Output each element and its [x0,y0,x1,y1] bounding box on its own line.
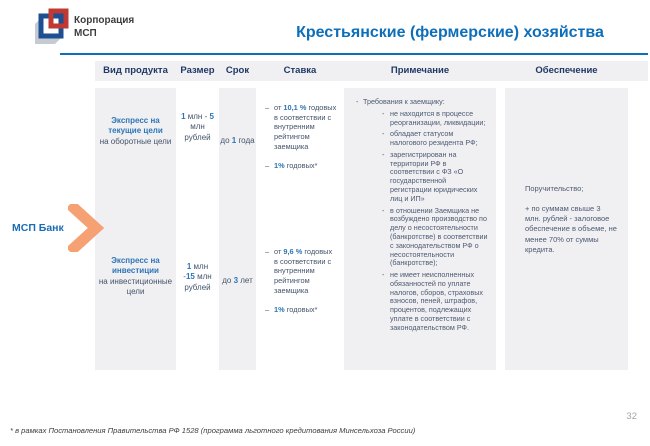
size-num: 1 [186,262,192,271]
rate-text [274,247,338,295]
page-title: Крестьянские (фермерские) хозяйства [296,24,604,41]
note-item-text: не находится в процессе реорганизации, ликвидации; [390,108,486,127]
hyphen-marker: - [382,149,385,159]
rates-row2 [259,247,341,315]
rate-item [265,103,338,151]
rate-value: 1% [274,161,285,171]
note-column [344,88,496,370]
size-text: млн рублей [184,122,211,142]
note-item-text: не имеет неисполненных обязанностей по уплате налогов, сборов, страховых взносов, пеней, штрафов, процентов, подлежащих уплате в соответствии с законодательством РФ. [390,270,483,332]
hyphen-marker: - [382,129,385,139]
msp-logo-icon [33,8,69,46]
rate-text [274,103,338,151]
term-text: года [236,136,255,145]
rate-value: 1% [274,305,285,315]
size-column [179,88,216,370]
term-num: 3 [233,276,239,285]
col-header-term: Срок [225,65,250,76]
product-row1 [95,116,176,147]
note-item [382,207,488,268]
page-number: 32 [626,411,637,422]
msp-bank-label: МСП Банк [12,222,64,234]
note-item [382,151,488,204]
note-title: Требования к заемщику: [363,97,445,106]
note-item [382,271,488,332]
dash-marker: – [265,103,270,112]
product-desc: на оборотные цели [99,136,172,146]
term-text: до [220,136,232,145]
logo-text [74,14,134,40]
note-item-text: в отношении Заемщика не возбуждено производство по делу о несостоятельности (банкротстве) в соответствии с законодательством РФ о несостоятельности (банкротстве); [390,205,488,268]
rate-value: 10,1 % [283,103,307,112]
note-item [382,110,488,128]
product-row2 [95,256,176,298]
product-name: Экспресс на инвестиции [111,256,160,276]
rate-text [274,161,338,171]
collateral-content [505,88,628,255]
size-num: 1 [181,112,186,121]
rate-post: годовых в соответствии с внутренним рейтингом заемщика [274,247,333,295]
col-header-rate: Ставка [283,65,317,76]
note-subitems [382,110,488,333]
footnote: * в рамках Постановления Правительства РФ 1528 (программа льготного кредитования Минсельхоза России) [10,426,416,435]
rate-item [265,305,338,315]
dash-marker: – [265,161,270,171]
term-num: 1 [231,136,237,145]
dash-marker: – [265,247,270,256]
col-header-product: Вид продукта [103,65,168,76]
note-title-item [356,98,488,107]
term-text: до [222,276,234,285]
note-item-text: зарегистрирован на территории РФ в соответствии с ФЗ «О государственной регистрации юридических лиц и ИП» [390,149,478,203]
size-row2 [179,262,216,293]
chevron-right-icon [68,204,106,252]
rates-row1 [259,103,341,171]
hyphen-marker: - [382,205,385,215]
term-text: лет [238,276,253,285]
term-column [219,88,256,370]
rate-pre: от [274,103,284,112]
rate-text [274,305,338,315]
dash-marker: – [265,305,270,315]
note-content [344,88,496,333]
collateral-line1: Поручительство; [525,184,584,193]
header-rule [60,53,648,55]
rate-post: годовых* [284,161,318,171]
rate-post: годовых в соответствии с внутренним рейтингом заемщика [274,103,337,151]
collateral-line2: + по суммам свыше 3 млн. рублей - залоговое обеспечение в объеме, не менее 70% от суммы кредита. [525,204,617,254]
collateral-column [505,88,628,370]
rate-pre: от [274,247,284,256]
rate-item [265,161,338,171]
hyphen-marker: - [382,108,385,118]
size-num: 5 [209,112,214,121]
product-column [95,88,176,370]
logo-line1: Корпорация [74,15,135,26]
rate-post: годовых* [284,305,318,315]
term-row2 [219,276,256,285]
hyphen-marker: - [356,97,359,106]
rate-value: 9,6 % [283,247,303,256]
product-desc: на инвестиционные цели [98,276,173,297]
hyphen-marker: - [382,270,385,280]
rate-item [265,247,338,295]
col-header-size: Размер [180,65,215,76]
product-name: Экспресс на текущие цели [108,116,163,136]
size-row1 [179,112,216,143]
col-header-collateral: Обеспечение [535,65,598,76]
size-text: млн - [183,262,209,282]
size-num: 15 [185,272,195,282]
term-row1 [219,136,256,145]
size-text: млн рублей [184,272,212,292]
note-item-text: обладает статусом налогового резидента РФ; [390,129,478,148]
logo-line2: МСП [74,28,97,39]
note-item [382,130,488,148]
rate-column [259,88,341,370]
size-text: млн - [185,112,210,121]
col-header-note: Примечание [390,65,450,76]
